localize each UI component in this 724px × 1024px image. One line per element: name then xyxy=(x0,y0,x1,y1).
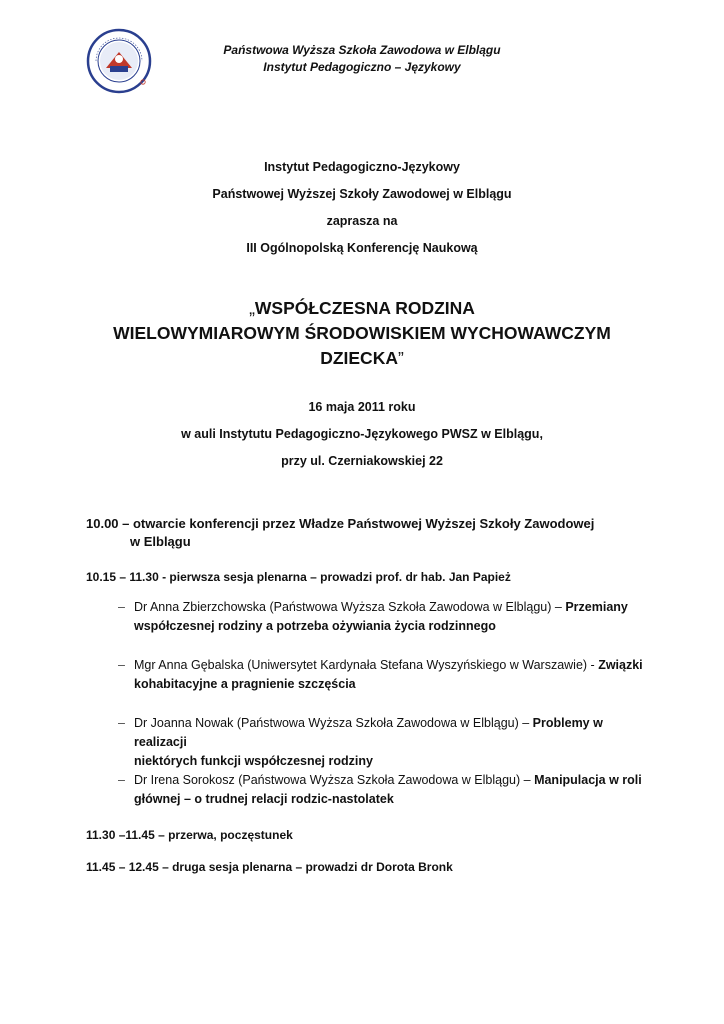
talk-title: Problemy w realizacji xyxy=(134,716,603,749)
schedule-session-1: 10.15 – 11.30 - pierwsza sesja plenarna – prowadzi prof. dr hab. Jan Papież xyxy=(86,570,511,584)
title-line-1: „WSPÓŁCZESNA RODZINA xyxy=(249,298,475,318)
intro-line-3: zaprasza na xyxy=(326,214,398,228)
header-institute: Instytut Pedagogiczno – Językowy xyxy=(263,60,461,74)
event-address: przy ul. Czerniakowskiej 22 xyxy=(281,454,443,468)
talk-title: Manipulacja w roli xyxy=(534,773,642,787)
talk-title: Przemiany xyxy=(565,600,628,614)
intro-line-2: Państwowej Wyższej Szkoły Zawodowej w Elblągu xyxy=(212,187,512,201)
document-header xyxy=(140,42,584,76)
talk-title: Związki xyxy=(598,658,643,672)
header-institution: Państwowa Wyższa Szkoła Zawodowa w Elblągu xyxy=(223,43,501,57)
talk-speaker: Dr Anna Zbierzchowska (Państwowa Wyższa Szkoła Zawodowa w Elblągu) – xyxy=(134,600,566,614)
talk-title-cont: kohabitacyjne a pragnienie szczęścia xyxy=(134,677,356,691)
intro-line-4: III Ogólnopolską Konferencję Naukową xyxy=(246,241,478,255)
event-date: 16 maja 2011 roku xyxy=(308,400,416,414)
schedule-session-2: 11.45 – 12.45 – druga sesja plenarna – prowadzi dr Dorota Bronk xyxy=(86,860,453,874)
title-open-quote: „ xyxy=(249,298,255,318)
title-line-3: DZIECKA” xyxy=(320,348,404,368)
talk-speaker: Dr Joanna Nowak (Państwowa Wyższa Szkoła Zawodowa w Elblągu) – xyxy=(134,716,533,730)
event-place: w auli Instytutu Pedagogiczno-Językowego PWSZ w Elblągu, xyxy=(181,427,543,441)
schedule-opening: 10.00 – otwarcie konferencji przez Władze Państwowej Wyższej Szkoły Zawodowej w Elblągu xyxy=(86,516,595,549)
talk-title-cont: niektórych funkcji współczesnej rodziny xyxy=(134,754,373,768)
talk-speaker: Dr Irena Sorokosz (Państwowa Wyższa Szkoła Zawodowa w Elblągu) – xyxy=(134,773,535,787)
title-line-2: WIELOWYMIAROWYM ŚRODOWISKIEM WYCHOWAWCZYM xyxy=(113,323,611,343)
talk-title-cont: współczesnej rodziny a potrzeba ożywiania życia rodzinnego xyxy=(134,619,496,633)
title-close-quote: ” xyxy=(397,348,404,368)
talk-speaker: Mgr Anna Gębalska (Uniwersytet Kardynała Stefana Wyszyńskiego w Warszawie) - xyxy=(134,658,599,672)
schedule-break: 11.30 –11.45 – przerwa, poczęstunek xyxy=(86,828,293,842)
conference-title xyxy=(62,296,662,371)
talk-title-cont: głównej – o trudnej relacji rodzic-nastolatek xyxy=(134,792,394,806)
intro-line-1: Instytut Pedagogiczno-Językowy xyxy=(264,160,460,174)
